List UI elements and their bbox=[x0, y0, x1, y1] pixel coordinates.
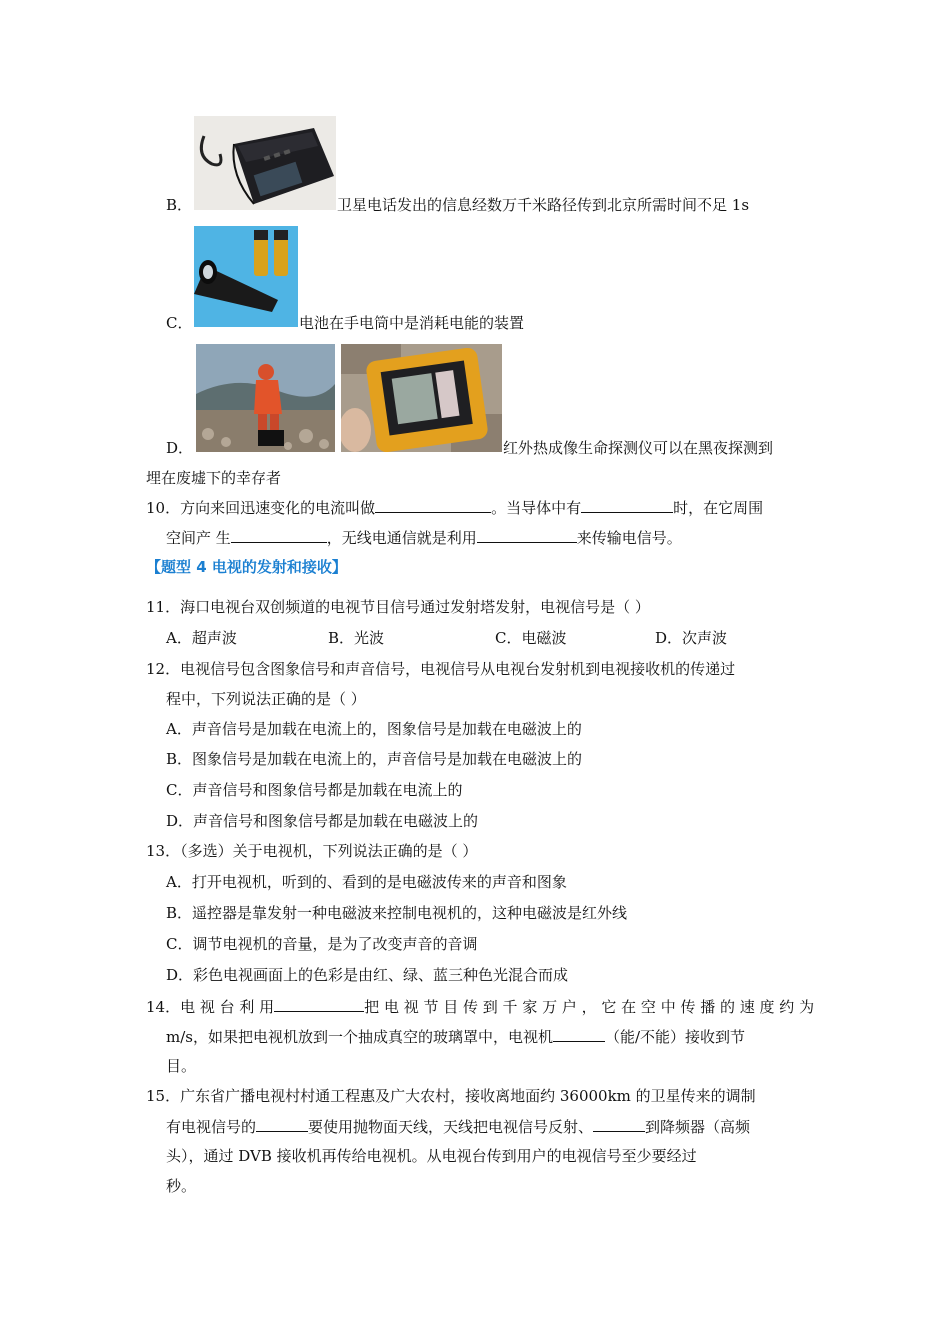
q15-line1 bbox=[146, 1085, 756, 1107]
q9-option-c-letter: C． bbox=[166, 314, 193, 332]
q12-option-d: D．声音信号和图象信号都是加载在电磁波上的 bbox=[166, 812, 479, 830]
q15-text-2a: 有电视信号的 bbox=[166, 1118, 257, 1136]
q13-number: 13． bbox=[146, 842, 181, 860]
q9-option-c bbox=[166, 312, 192, 334]
q11-stem-text: 海口电视台双创频道的电视节目信号通过发射塔发射，电视信号是（ ） bbox=[180, 598, 650, 616]
q13-option-d: D．彩色电视画面上的色彩是由红、绿、蓝三种色光混合而成 bbox=[166, 966, 569, 984]
q15-line3: 头），通过 DVB 接收机再传给电视机。从电视台传到用户的电视信号至少要经过 bbox=[166, 1147, 697, 1165]
q13-option-a: A．打开电视机，听到的、看到的是电磁波传来的声音和图象 bbox=[166, 873, 567, 891]
q15-blank-1 bbox=[256, 1115, 308, 1132]
q9-option-b bbox=[166, 194, 192, 216]
q9-option-d-letter: D． bbox=[166, 439, 194, 457]
q14-blank-2 bbox=[553, 1025, 605, 1042]
q15-text-2c: 到降频器（高频 bbox=[645, 1118, 751, 1136]
q10-text-4: 空间产 生 bbox=[166, 529, 231, 547]
q12-option-c: C．声音信号和图象信号都是加载在电流上的 bbox=[166, 781, 463, 799]
q9-option-b-letter: B． bbox=[166, 196, 193, 214]
q9-option-d-text: 红外热成像生命探测仪可以在黑夜探测到 bbox=[503, 439, 774, 457]
q10-blank-4 bbox=[477, 526, 577, 543]
q11-number: 11． bbox=[146, 598, 181, 616]
q13-stem-text: （多选）关于电视机，下列说法正确的是（ ） bbox=[180, 842, 478, 860]
q12-stem-1 bbox=[146, 658, 735, 680]
q14-text-4: （能/不能）接收到节 bbox=[604, 1028, 746, 1046]
q11-option-c: C．电磁波 bbox=[495, 629, 567, 647]
q14-text-1: 电 视 台 利 用 bbox=[180, 998, 275, 1016]
q10-line1 bbox=[146, 496, 763, 519]
q12-option-a: A．声音信号是加载在电流上的，图象信号是加载在电磁波上的 bbox=[166, 720, 582, 738]
q14-number: 14． bbox=[146, 998, 181, 1016]
thermal-detector-image bbox=[341, 344, 502, 452]
q15-text-1: 广东省广播电视村村通工程惠及广大农村，接收离地面约 36000km 的卫星传来的调制 bbox=[180, 1087, 756, 1105]
q10-blank-3 bbox=[231, 526, 327, 543]
q11-option-b: B．光波 bbox=[328, 629, 385, 647]
q14-line3: 目。 bbox=[166, 1057, 197, 1075]
q14-text-2: 把 电 视 节 目 传 到 千 家 万 户 ， 它 在 空 中 传 播 的 速 度 约 为 bbox=[364, 998, 815, 1016]
q14-line2 bbox=[166, 1025, 745, 1048]
q10-text-2: 。当导体中有 bbox=[491, 499, 582, 517]
q9-option-d bbox=[166, 437, 193, 459]
q10-text-3: 时，在它周围 bbox=[673, 499, 764, 517]
q11-option-a: A．超声波 bbox=[166, 629, 237, 647]
q14-line1 bbox=[146, 995, 814, 1018]
q15-number: 15． bbox=[146, 1087, 181, 1105]
q11-option-d: D．次声波 bbox=[655, 629, 728, 647]
q10-blank-1 bbox=[375, 496, 491, 513]
section-heading: 【题型 4 电视的发射和接收】 bbox=[146, 558, 347, 576]
q13-stem bbox=[146, 840, 477, 862]
q10-text-5: ，无线电通信就是利用 bbox=[326, 529, 477, 547]
q12-number: 12． bbox=[146, 660, 181, 678]
q15-line2 bbox=[166, 1115, 750, 1138]
satellite-phone-image bbox=[194, 116, 336, 210]
q10-text-1: 方向来回迅速变化的电流叫做 bbox=[180, 499, 376, 517]
q10-blank-2 bbox=[581, 496, 673, 513]
q13-option-b: B．遥控器是靠发射一种电磁波来控制电视机的，这种电磁波是红外线 bbox=[166, 904, 628, 922]
q9-option-c-text: 电池在手电筒中是消耗电能的装置 bbox=[299, 314, 525, 332]
q10-text-6: 来传输电信号。 bbox=[576, 529, 682, 547]
q12-option-b: B．图象信号是加载在电流上的，声音信号是加载在电磁波上的 bbox=[166, 750, 583, 768]
q11-stem bbox=[146, 596, 650, 618]
q14-blank-1 bbox=[274, 995, 364, 1012]
q14-text-3: m/s，如果把电视机放到一个抽成真空的玻璃罩中，电视机 bbox=[166, 1028, 553, 1046]
q9-option-b-text: 卫星电话发出的信息经数万千米路径传到北京所需时间不足 1s bbox=[337, 196, 750, 214]
q15-blank-2 bbox=[593, 1115, 645, 1132]
q12-stem-2: 程中，下列说法正确的是（ ） bbox=[166, 690, 366, 708]
q10-number: 10． bbox=[146, 499, 181, 517]
q10-line2 bbox=[166, 526, 682, 549]
q12-stem-text-1: 电视信号包含图象信号和声音信号，电视信号从电视台发射机到电视接收机的传递过 bbox=[180, 660, 736, 678]
q9-option-d-text-cont: 埋在废墟下的幸存者 bbox=[146, 469, 282, 487]
rescuer-image bbox=[196, 344, 335, 452]
q13-option-c: C．调节电视机的音量，是为了改变声音的音调 bbox=[166, 935, 478, 953]
q15-text-2b: 要使用抛物面天线，天线把电视信号反射、 bbox=[308, 1118, 594, 1136]
q15-line4: 秒。 bbox=[166, 1177, 197, 1195]
flashlight-image bbox=[194, 226, 298, 327]
